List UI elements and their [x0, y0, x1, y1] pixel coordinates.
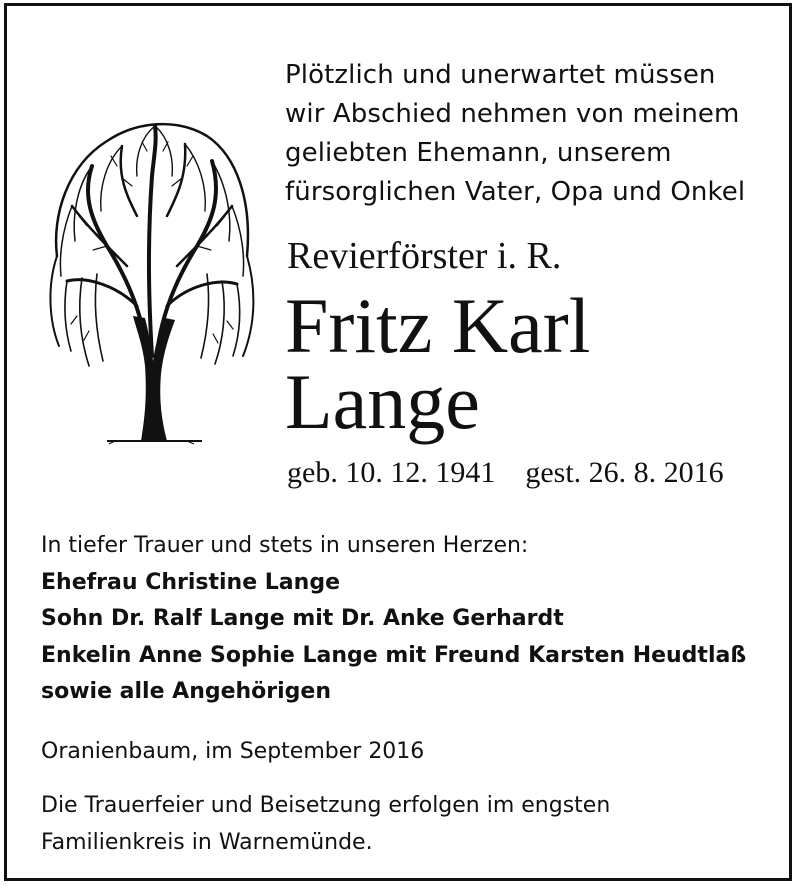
notice-line: Familienkreis in Warnemünde. [41, 829, 373, 855]
life-dates [287, 455, 724, 491]
mourners-lead: In tiefer Trauer und stets in unseren Herzen: [41, 533, 529, 558]
intro-line: fürsorglichen Vater, Opa und Onkel [285, 177, 746, 207]
mourner-line: Ehefrau Christine Lange [41, 569, 340, 595]
mourner-line: Enkelin Anne Sophie Lange mit Freund Karsten Heudtlaß [41, 642, 747, 668]
death-date: gest. 26. 8. 2016 [525, 456, 724, 489]
birth-date: geb. 10. 12. 1941 [287, 456, 496, 489]
intro-line: wir Abschied nehmen von meinem [285, 99, 740, 129]
mourner-line: Sohn Dr. Ralf Lange mit Dr. Anke Gerhardt [41, 606, 564, 631]
deceased-title: Revierförster i. R. [287, 235, 562, 277]
place-date: Oranienbaum, im September 2016 [41, 739, 425, 764]
intro-line: geliebten Ehemann, unserem [285, 138, 672, 168]
obituary-frame [4, 3, 792, 881]
mourners-section [41, 528, 781, 711]
funeral-notice [41, 788, 781, 861]
deceased-name-line1: Fritz Karl [285, 282, 591, 369]
weeping-willow-tree-icon [37, 106, 267, 446]
intro-text [285, 56, 785, 212]
mourner-line: sowie alle Angehörigen [41, 679, 332, 704]
deceased-name [285, 282, 591, 445]
notice-line: Die Trauerfeier und Beisetzung erfolgen im engsten [41, 793, 611, 818]
intro-line: Plötzlich und unerwartet müssen [285, 60, 716, 90]
deceased-name-line2: Lange [285, 358, 480, 445]
